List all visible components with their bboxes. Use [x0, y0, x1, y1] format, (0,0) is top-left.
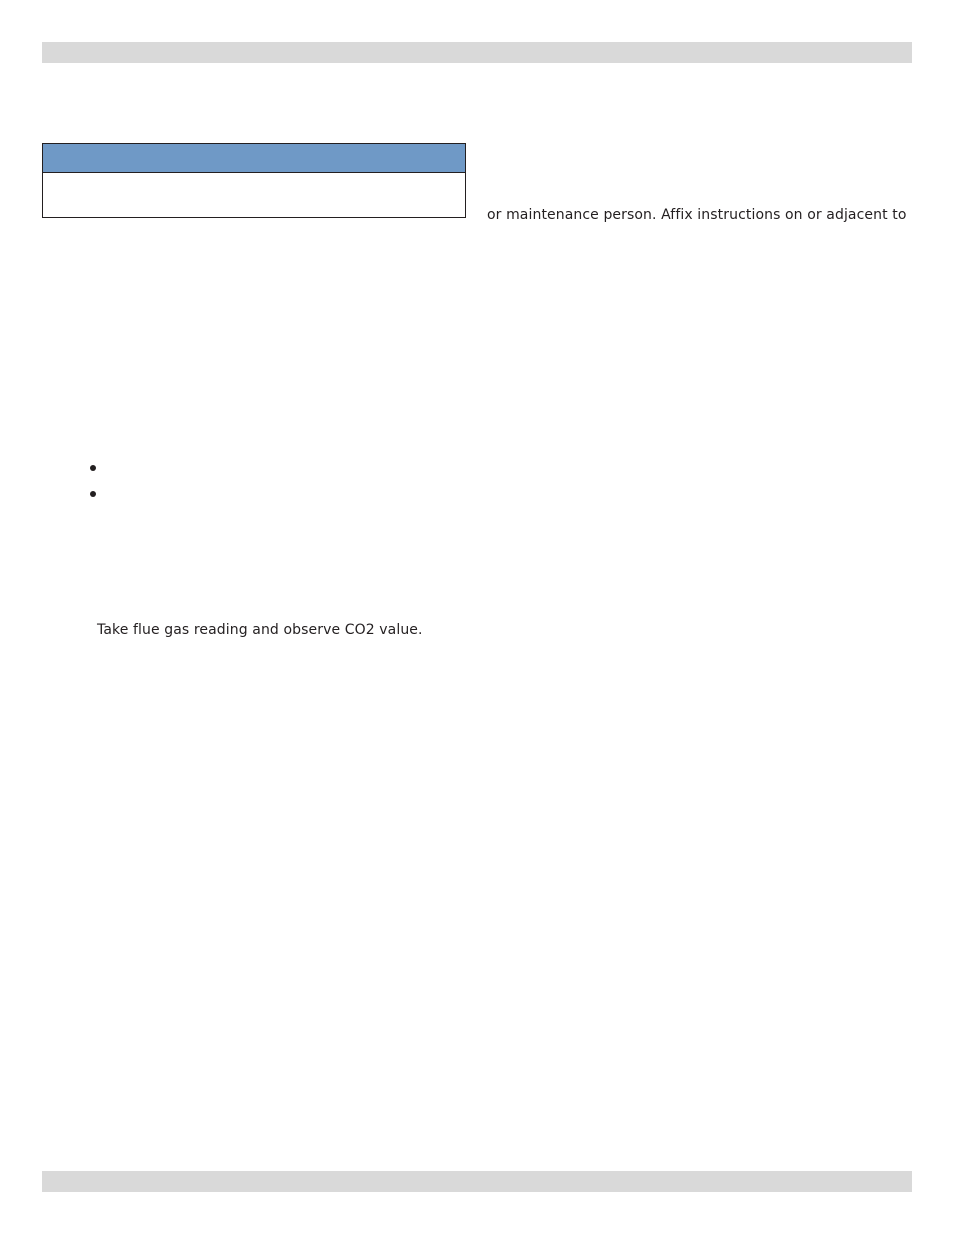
bullet-point	[90, 465, 96, 471]
header-band	[42, 42, 912, 63]
notice-header	[43, 144, 465, 173]
footer-band	[42, 1171, 912, 1192]
instruction-text-line: or maintenance person. Affix instructions on or adjacent to	[487, 207, 907, 223]
procedure-step-text: Take flue gas reading and observe CO2 value.	[97, 622, 423, 638]
bullet-point	[90, 491, 96, 497]
notice-box	[42, 143, 466, 218]
notice-body	[43, 173, 465, 217]
